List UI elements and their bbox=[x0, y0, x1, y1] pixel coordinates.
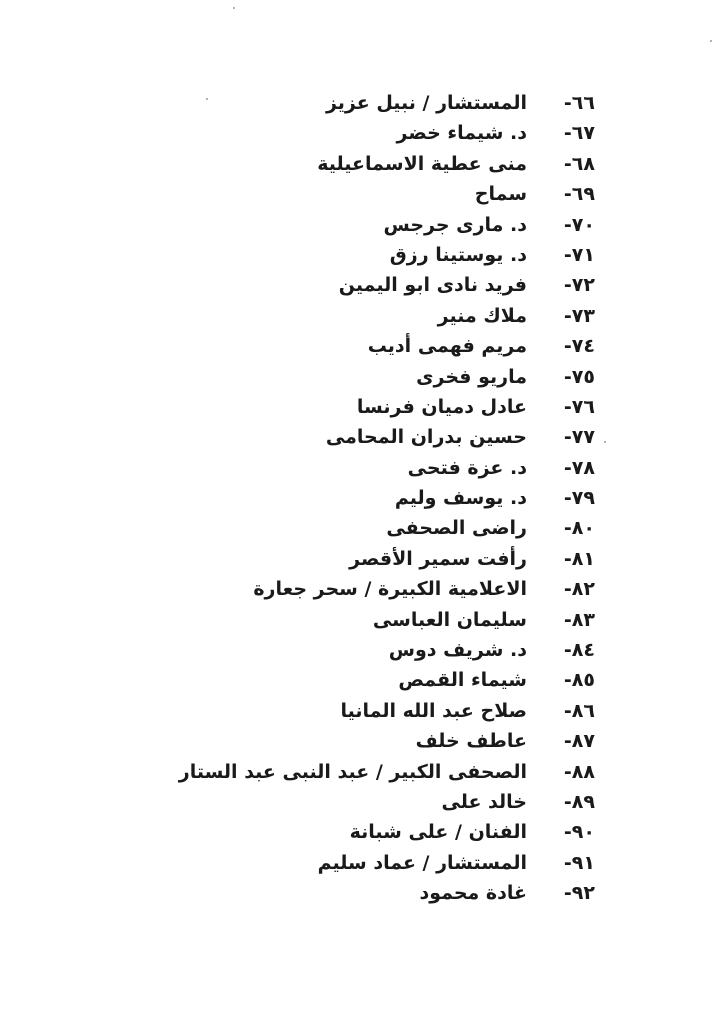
entry-name: المستشار / عماد سليم bbox=[317, 851, 527, 874]
list-item bbox=[0, 544, 720, 574]
entry-number: ٩١- bbox=[563, 851, 595, 874]
list-item bbox=[0, 210, 720, 240]
entry-number: ٧٨- bbox=[563, 456, 595, 479]
entry-name: د. مارى جرجس bbox=[383, 213, 527, 236]
list-item bbox=[0, 513, 720, 543]
entry-number: ٨٥- bbox=[563, 669, 595, 692]
list-item bbox=[0, 757, 720, 787]
entry-number: ٧٠- bbox=[563, 213, 595, 236]
entry-name: د. يوستينا رزق bbox=[389, 243, 527, 266]
entry-name: ملاك منير bbox=[437, 304, 527, 327]
entry-name: فريد نادى ابو اليمين bbox=[338, 274, 527, 297]
entry-number: ٧١- bbox=[563, 243, 595, 266]
entry-number: ٩٢- bbox=[563, 882, 595, 905]
entry-name: غادة محمود bbox=[419, 882, 527, 905]
list-item bbox=[0, 696, 720, 726]
entry-number: ٨٢- bbox=[563, 578, 595, 601]
list-item bbox=[0, 270, 720, 300]
entry-name: د. يوسف وليم bbox=[394, 487, 527, 510]
entry-name: راضى الصحفى bbox=[386, 517, 527, 540]
entry-name: عاطف خلف bbox=[415, 730, 527, 753]
entry-name: مريم فهمى أديب bbox=[367, 335, 527, 358]
entry-number: ٧٤- bbox=[563, 335, 595, 358]
entry-number: ٧٥- bbox=[563, 365, 595, 388]
list-item bbox=[0, 574, 720, 604]
entry-number: ٨٧- bbox=[563, 730, 595, 753]
entry-number: ٦٦- bbox=[563, 92, 595, 114]
names-list bbox=[0, 88, 720, 909]
scan-speck bbox=[233, 7, 235, 9]
entry-name: شيماء القمص bbox=[398, 669, 527, 692]
list-item bbox=[0, 179, 720, 209]
list-item bbox=[0, 605, 720, 635]
list-item bbox=[0, 483, 720, 513]
entry-name: الاعلامية الكبيرة / سحر جعارة bbox=[253, 578, 527, 601]
entry-name: منى عطية الاسماعيلية bbox=[317, 152, 527, 175]
entry-name: د. شيماء خضر bbox=[396, 122, 527, 145]
list-item bbox=[0, 331, 720, 361]
entry-name: د. شريف دوس bbox=[388, 639, 527, 662]
entry-name: الفنان / على شبانة bbox=[349, 821, 527, 844]
entry-name: د. عزة فتحى bbox=[407, 456, 527, 479]
entry-name: خالد على bbox=[441, 790, 527, 813]
list-item bbox=[0, 878, 720, 908]
list-item bbox=[0, 726, 720, 756]
entry-name: حسين بدران المحامى bbox=[325, 426, 527, 449]
scan-speck bbox=[710, 40, 712, 42]
entry-name: سماح bbox=[474, 183, 527, 206]
entry-name: صلاح عبد الله المانيا bbox=[340, 699, 527, 722]
entry-number: ٦٩- bbox=[563, 183, 595, 206]
entry-number: ٦٧- bbox=[563, 122, 595, 145]
list-item bbox=[0, 817, 720, 847]
entry-number: ٧٩- bbox=[563, 487, 595, 510]
list-item bbox=[0, 665, 720, 695]
list-item bbox=[0, 392, 720, 422]
entry-number: ٧٣- bbox=[563, 304, 595, 327]
list-item bbox=[0, 422, 720, 452]
entry-name: رأفت سمير الأقصر bbox=[349, 547, 527, 570]
entry-number: ٨٠- bbox=[563, 517, 595, 540]
list-item bbox=[0, 301, 720, 331]
entry-name: سليمان العباسى bbox=[372, 608, 527, 631]
entry-name: ماريو فخرى bbox=[416, 365, 527, 388]
list-item bbox=[0, 88, 720, 118]
entry-number: ٦٨- bbox=[563, 152, 595, 175]
entry-number: ٨٣- bbox=[563, 608, 595, 631]
entry-name: الصحفى الكبير / عبد النبى عبد الستار bbox=[178, 760, 527, 783]
list-item bbox=[0, 362, 720, 392]
entry-number: ٨٩- bbox=[563, 790, 595, 813]
list-item bbox=[0, 787, 720, 817]
list-item bbox=[0, 240, 720, 270]
entry-number: ٨٨- bbox=[563, 760, 595, 783]
list-item bbox=[0, 848, 720, 878]
entry-number: ٨٤- bbox=[563, 639, 595, 662]
entry-number: ٧٦- bbox=[563, 395, 595, 418]
list-item bbox=[0, 453, 720, 483]
entry-name: عادل دميان فرنسا bbox=[356, 395, 527, 418]
entry-number: ٧٧- bbox=[563, 426, 595, 449]
entry-name: المستشار / نبيل عزيز bbox=[325, 92, 527, 114]
entry-number: ٨١- bbox=[563, 547, 595, 570]
entry-number: ٩٠- bbox=[563, 821, 595, 844]
entry-number: ٨٦- bbox=[563, 699, 595, 722]
list-item bbox=[0, 118, 720, 148]
entry-number: ٧٢- bbox=[563, 274, 595, 297]
list-item bbox=[0, 635, 720, 665]
list-item bbox=[0, 149, 720, 179]
